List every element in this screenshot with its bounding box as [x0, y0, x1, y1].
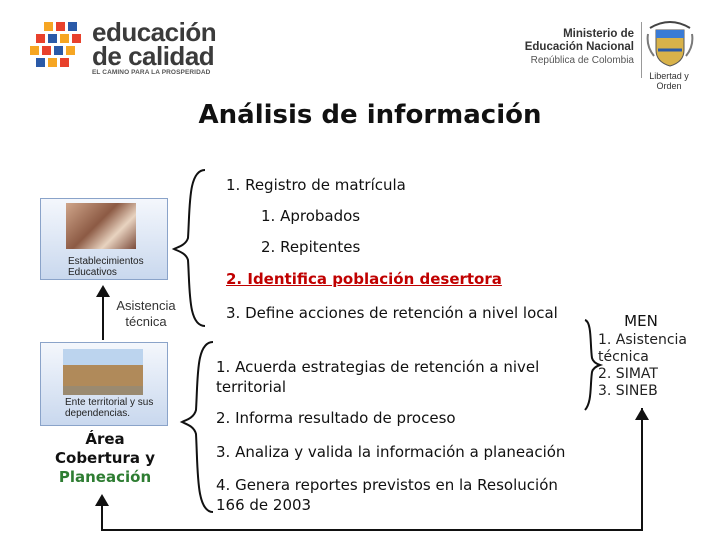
- list-item: 2. Repitentes: [261, 238, 361, 256]
- ministry-line-3: República de Colombia: [530, 55, 634, 66]
- ministry-line-2: Educación Nacional: [524, 41, 634, 53]
- men-item: 2. SIMAT: [598, 366, 658, 382]
- men-item: 3. SINEB: [598, 383, 658, 399]
- establecimientos-label: Establecimientos Educativos: [68, 256, 144, 278]
- brand-line-2: de calidad: [92, 41, 215, 71]
- list-item: 4. Genera reportes previstos en la Resolución 166 de 2003: [216, 476, 558, 514]
- ministry-line-1: Ministerio de: [563, 28, 634, 40]
- list-item: 3. Analiza y valida la información a planeación: [216, 443, 566, 461]
- brand-line-1: educación: [92, 17, 217, 47]
- page-title: Análisis de información: [198, 100, 542, 130]
- list-item-highlight: 2. Identifica población desertora: [226, 270, 502, 288]
- men-item: 1. Asistencia técnica: [598, 332, 688, 365]
- list-item: 1. Registro de matrícula: [226, 176, 406, 194]
- asistencia-tecnica-label: Asistencia técnica: [116, 298, 176, 329]
- list-item: 3. Define acciones de retención a nivel local: [226, 304, 558, 322]
- ente-territorial-label: Ente territorial y sus dependencias.: [65, 397, 154, 419]
- building-photo: [63, 349, 143, 395]
- list-item: 1. Acuerda estrategias de retención a nivel territorial: [216, 358, 540, 396]
- area-line-3: Planeación: [58, 468, 152, 486]
- seal-motto: Libertad y Orden: [649, 71, 689, 91]
- area-line-1: Área: [85, 430, 125, 448]
- list-item: 2. Informa resultado de proceso: [216, 409, 456, 427]
- list-item: 1. Aprobados: [261, 207, 361, 225]
- men-title: MEN: [624, 312, 658, 330]
- ente-territorial-card: [40, 342, 168, 426]
- area-cobertura-label: [40, 430, 170, 487]
- establecimientos-card: [40, 198, 168, 280]
- men-list: [598, 332, 693, 400]
- classroom-photo: [66, 203, 136, 249]
- area-line-2: Cobertura y: [55, 449, 155, 467]
- brand-tagline: EL CAMINO PARA LA PROSPERIDAD: [92, 69, 211, 76]
